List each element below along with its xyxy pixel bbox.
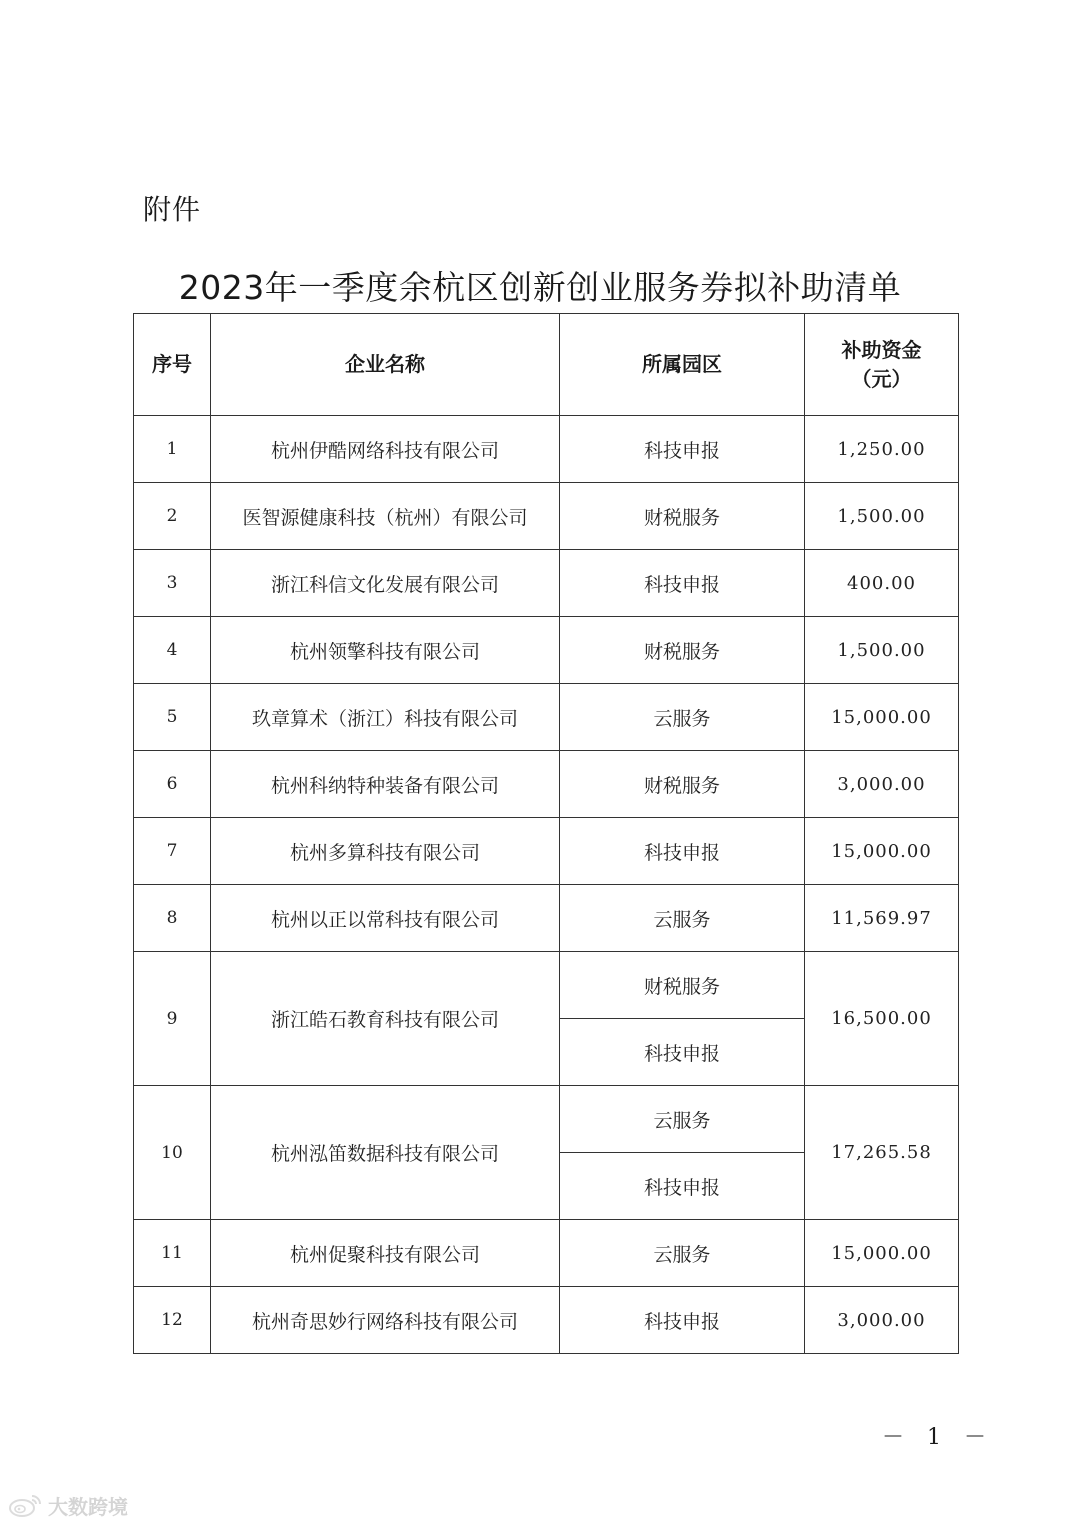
document-title: 2023年一季度余杭区创新创业服务券拟补助清单 bbox=[178, 268, 902, 307]
cell-park: 财税服务 bbox=[560, 751, 805, 818]
table-row bbox=[134, 751, 959, 818]
cell-index: 8 bbox=[134, 885, 211, 952]
page-number: － 1 － bbox=[882, 1425, 994, 1450]
cell-company: 杭州以正以常科技有限公司 bbox=[211, 885, 560, 952]
table-row bbox=[134, 1287, 959, 1354]
table-row bbox=[134, 550, 959, 617]
cell-park: 云服务 bbox=[560, 885, 805, 952]
cell-company: 杭州促聚科技有限公司 bbox=[211, 1220, 560, 1287]
table-row bbox=[134, 1086, 959, 1153]
table-row bbox=[134, 617, 959, 684]
cell-park: 财税服务 bbox=[560, 617, 805, 684]
cell-company: 杭州泓笛数据科技有限公司 bbox=[211, 1086, 560, 1220]
cell-index: 10 bbox=[134, 1086, 211, 1220]
cell-index: 2 bbox=[134, 483, 211, 550]
table-row bbox=[134, 483, 959, 550]
cell-park: 财税服务 bbox=[560, 952, 805, 1019]
cell-amount: 1,500.00 bbox=[805, 483, 959, 550]
cell-park: 云服务 bbox=[560, 1220, 805, 1287]
table-row bbox=[134, 684, 959, 751]
cell-index: 5 bbox=[134, 684, 211, 751]
cell-park: 云服务 bbox=[560, 1086, 805, 1153]
cell-amount: 1,250.00 bbox=[805, 416, 959, 483]
cell-amount: 1,500.00 bbox=[805, 617, 959, 684]
cell-company: 浙江科信文化发展有限公司 bbox=[211, 550, 560, 617]
cell-amount: 11,569.97 bbox=[805, 885, 959, 952]
table-row bbox=[134, 1220, 959, 1287]
cell-company: 医智源健康科技（杭州）有限公司 bbox=[211, 483, 560, 550]
watermark bbox=[8, 1490, 128, 1520]
table-row bbox=[134, 885, 959, 952]
watermark-text: 大数跨境 bbox=[48, 1494, 128, 1519]
cell-index: 6 bbox=[134, 751, 211, 818]
cell-amount: 15,000.00 bbox=[805, 818, 959, 885]
cell-park: 科技申报 bbox=[560, 818, 805, 885]
header-company: 企业名称 bbox=[211, 314, 560, 416]
header-index: 序号 bbox=[134, 314, 211, 416]
cell-company: 杭州奇思妙行网络科技有限公司 bbox=[211, 1287, 560, 1354]
cell-index: 12 bbox=[134, 1287, 211, 1354]
cell-amount: 15,000.00 bbox=[805, 1220, 959, 1287]
cell-amount: 3,000.00 bbox=[805, 1287, 959, 1354]
cell-park: 科技申报 bbox=[560, 1019, 805, 1086]
cell-index: 3 bbox=[134, 550, 211, 617]
cell-company: 杭州科纳特种装备有限公司 bbox=[211, 751, 560, 818]
header-amount bbox=[805, 314, 959, 416]
cell-park: 财税服务 bbox=[560, 483, 805, 550]
cell-park: 科技申报 bbox=[560, 1153, 805, 1220]
header-park: 所属园区 bbox=[560, 314, 805, 416]
weibo-logo-icon bbox=[8, 1492, 42, 1518]
cell-index: 4 bbox=[134, 617, 211, 684]
attachment-label: 附件 bbox=[143, 193, 202, 226]
cell-park: 科技申报 bbox=[560, 416, 805, 483]
cell-amount: 400.00 bbox=[805, 550, 959, 617]
table-header-row bbox=[134, 314, 959, 416]
cell-park: 云服务 bbox=[560, 684, 805, 751]
header-amount-line1: 补助资金 bbox=[841, 337, 922, 362]
cell-park: 科技申报 bbox=[560, 1287, 805, 1354]
table-row bbox=[134, 416, 959, 483]
cell-index: 7 bbox=[134, 818, 211, 885]
cell-company: 杭州伊酷网络科技有限公司 bbox=[211, 416, 560, 483]
header-amount-line2: （元） bbox=[851, 366, 912, 391]
cell-amount: 16,500.00 bbox=[805, 952, 959, 1086]
cell-company: 杭州领擎科技有限公司 bbox=[211, 617, 560, 684]
subsidy-table bbox=[133, 313, 959, 1354]
cell-company: 玖章算术（浙江）科技有限公司 bbox=[211, 684, 560, 751]
cell-park: 科技申报 bbox=[560, 550, 805, 617]
table-row bbox=[134, 952, 959, 1019]
cell-amount: 17,265.58 bbox=[805, 1086, 959, 1220]
cell-index: 9 bbox=[134, 952, 211, 1086]
cell-company: 杭州多算科技有限公司 bbox=[211, 818, 560, 885]
cell-amount: 15,000.00 bbox=[805, 684, 959, 751]
cell-index: 1 bbox=[134, 416, 211, 483]
cell-company: 浙江皓石教育科技有限公司 bbox=[211, 952, 560, 1086]
cell-index: 11 bbox=[134, 1220, 211, 1287]
cell-amount: 3,000.00 bbox=[805, 751, 959, 818]
table-body bbox=[134, 416, 959, 1354]
table-row bbox=[134, 818, 959, 885]
